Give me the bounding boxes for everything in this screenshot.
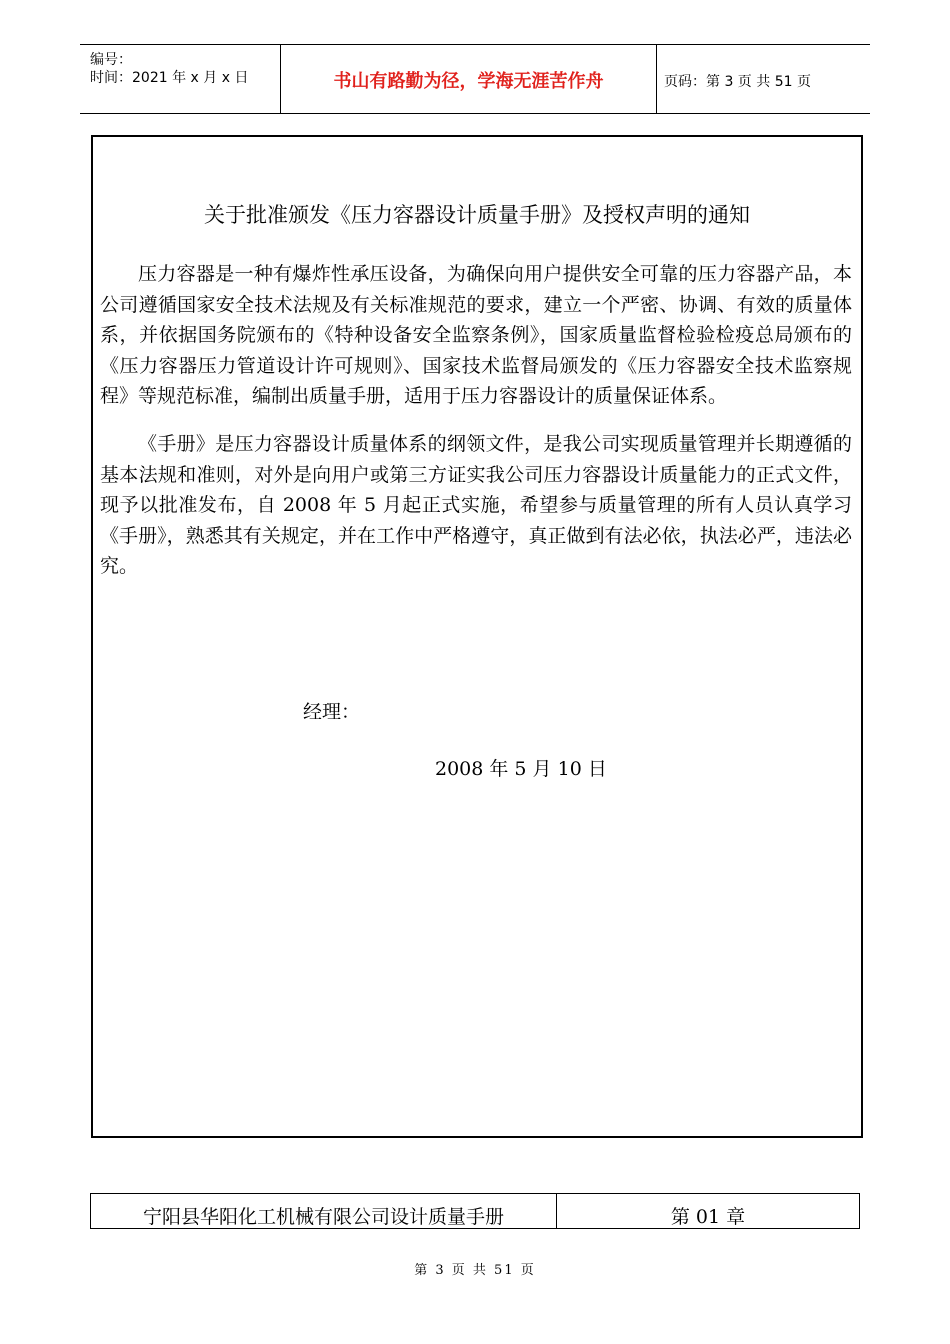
notice-box — [91, 135, 863, 1138]
header-page-info: 页码：第 3 页 共 51 页 — [664, 74, 811, 90]
notice-paragraph-1: 压力容器是一种有爆炸性承压设备，为确保向用户提供安全可靠的压力容器产品，本公司遵循国家安全技术法规及有关标准规范的要求，建立一个严密、协调、有效的质量体系，并依据国务院颁布的《特种设备安全监察条例》，国家质量监督检验检疫总局颁布的《压力容器压力管道设计许可规则》、国家技术监督局颁发的《压力容器安全技术监察规程》等规范标准，编制出质量手册，适用于压力容器设计的质量保证体系。 — [100, 263, 852, 407]
header-motto: 书山有路勤为径，学海无涯苦作舟 — [333, 71, 604, 92]
notice-title: 关于批准颁发《压力容器设计质量手册》及授权声明的通知 — [204, 203, 750, 227]
page-header — [80, 44, 870, 114]
page-number: 第 3 页 共 51 页 — [414, 1263, 536, 1278]
number-label: 编号： — [90, 52, 132, 68]
time-label: 时间：2021 年 x 月 x 日 — [90, 70, 249, 86]
notice-date: 2008 年 5 月 10 日 — [435, 758, 607, 780]
signature-label: 经理： — [303, 701, 361, 723]
footer-chapter: 第 01 章 — [670, 1206, 746, 1228]
header-divider — [280, 45, 281, 113]
footer-manual-title: 宁阳县华阳化工机械有限公司设计质量手册 — [142, 1206, 504, 1228]
footer-table — [90, 1193, 860, 1229]
header-divider — [656, 45, 657, 113]
header-meta — [90, 51, 248, 87]
notice-paragraph-2: 《手册》是压力容器设计质量体系的纲领文件，是我公司实现质量管理并长期遵循的基本法规和准则，对外是向用户或第三方证实我公司压力容器设计质量能力的正式文件，现予以批准发布，自 2008 年 5 月起正式实施，希望参与质量管理的所有人员认真学习《手册》，熟悉其有关规定，并在工作中严格遵守，真正做到有法必依，执法必严，违法必究。 — [100, 433, 852, 577]
